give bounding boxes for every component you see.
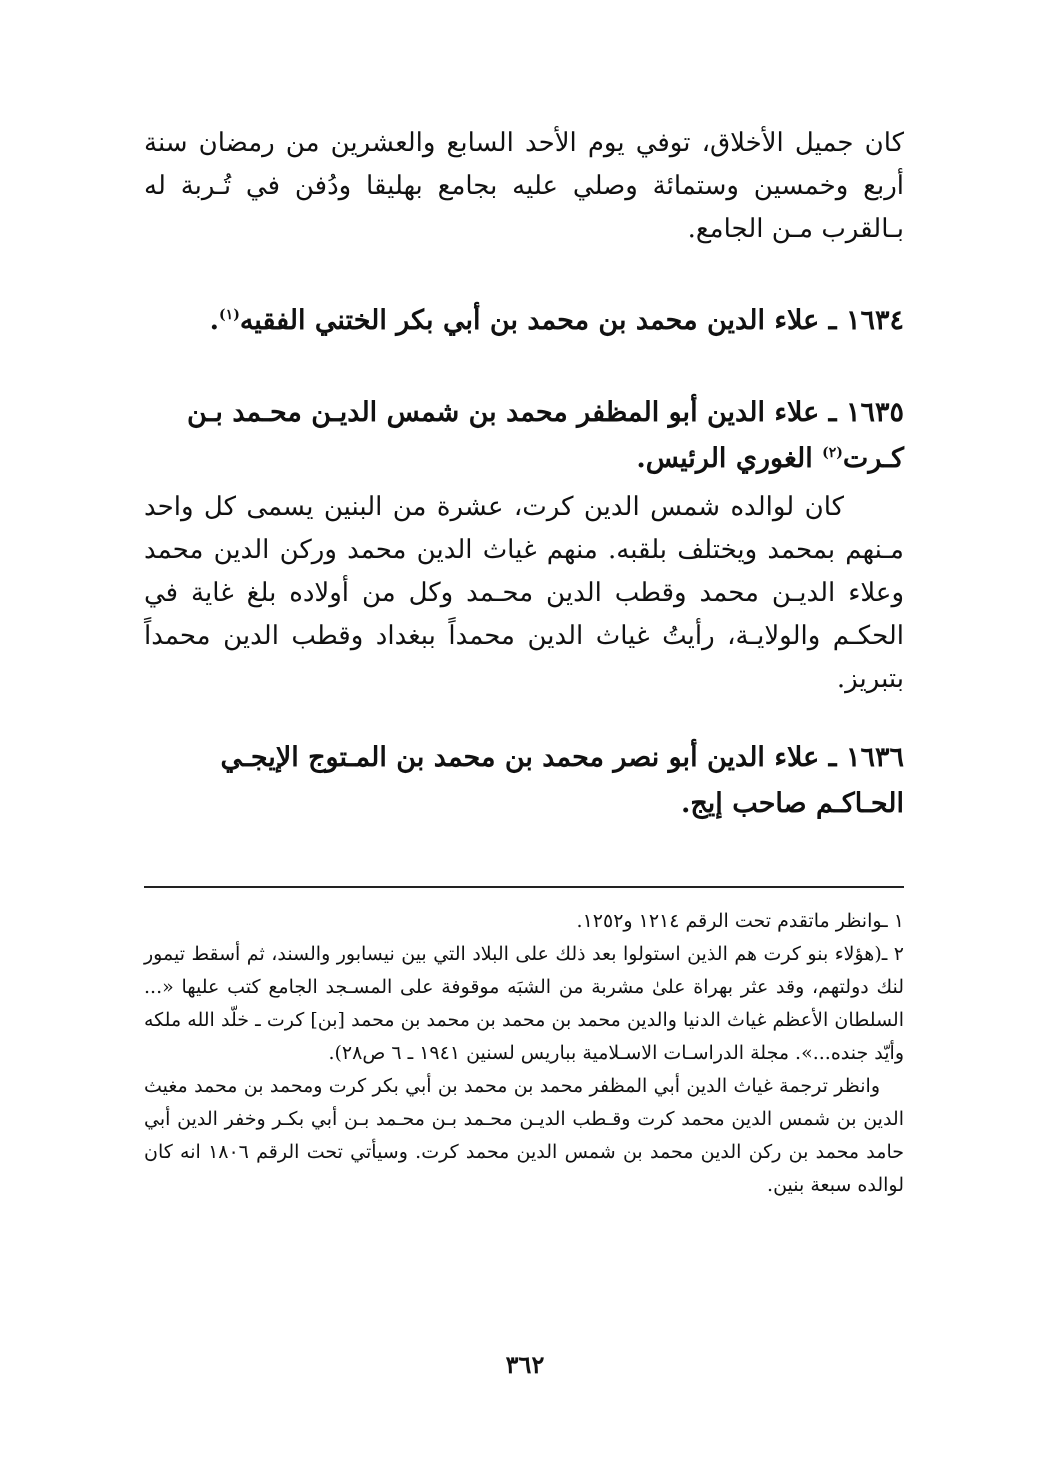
entry-1634: [144, 298, 904, 344]
entry-separator: ـ: [819, 397, 846, 428]
footnote-ref: (٢): [822, 445, 843, 461]
entry-body: كان لوالده شمس الدين كرت، عشرة من البنين يسمى كل واحد مـنهم بمحمد ويختلف بلقبه. منهم غياث الدين محمد وركن الدين محمد وعلاء الديـن محمد وقطب الدين محـمد وكل من أولاده بلغ غاية في الحكـم والولايـة، رأيتُ غياث الدين محمداً ببغداد وقطب الدين محمداً بتبريز.: [144, 492, 904, 694]
entry-separator: ـ: [819, 742, 846, 773]
footnote-1: ١ ـوانظر ماتقدم تحت الرقم ١٢١٤ و١٢٥٢.: [576, 910, 904, 932]
entry-separator: ـ: [819, 305, 846, 336]
footnote-divider: [144, 886, 904, 888]
entry-end: .: [209, 305, 220, 336]
entry-name: علاء الدين محمد بن محمد بن أبي بكر الختني الفقيه: [239, 305, 820, 336]
entry-number: ١٦٣٦: [845, 742, 904, 773]
entry-heading: [144, 735, 904, 827]
entry-name-continued: الغوري الرئيس.: [636, 443, 823, 474]
entry-number: ١٦٣٥: [845, 397, 904, 428]
entry-name: علاء الدين أبو نصر محمد بن محمد بن المـتوج الإيجـي الحـاكـم صاحب إيج.: [220, 742, 904, 819]
intro-paragraph-block: [144, 122, 904, 251]
entry-name: علاء الدين أبو المظفر محمد بن شمس الديـن محـمد بـن كـرت: [186, 397, 904, 474]
entry-heading: [144, 298, 904, 344]
entry-heading: [144, 390, 904, 482]
entry-1635: [144, 390, 904, 701]
intro-paragraph: كان جميل الأخلاق، توفي يوم الأحد السابع والعشرين من رمضان سنة أربع وخمسين وستمائة وصلي عليه بجامع بهليقا ودُفن في تُـربة له بـالقرب مـن الجامع.: [144, 128, 904, 244]
footnotes: [144, 905, 904, 1202]
entry-number: ١٦٣٤: [845, 305, 904, 336]
footnote-2: ٢ ـ(هؤلاء بنو كرت هم الذين استولوا بعد ذلك على البلاد التي بين نيسابور والسند، ثم أسقط تيمور لنك دولتهم، وقد عثر بهراة علىٰ مشربة من الشبَه موقوفة على المسـجد الجامع كتب عليها «... السلطان الأعظم غياث الدنيا والدين محمد بن محمد بن محمد بن محمد [بن] كرت ـ خلّد الله ملكه وأيّد جنده...». مجلة الدراسـات الاسـلامية بباريس لسنين ١٩٤١ ـ ٦ ص٢٨).: [144, 943, 904, 1064]
footnote-ref: (١): [219, 307, 240, 323]
footnote-2-continued: وانظر ترجمة غياث الدين أبي المظفر محمد بن محمد بن أبي بكر كرت ومحمد بن محمد مغيث الدين بن شمس الدين محمد كرت وقـطب الديـن محـمد بـن محـمد بـن أبي بكـر وخفر الدين أبي حامد محمد بن ركن الدين محمد بن شمس الدين محمد كرت. وسيأتي تحت الرقم ١٨٠٦ انه كان لوالده سبعة بنين.: [144, 1075, 904, 1196]
page-number: ٣٦٢: [505, 1350, 545, 1379]
entry-1636: [144, 735, 904, 827]
